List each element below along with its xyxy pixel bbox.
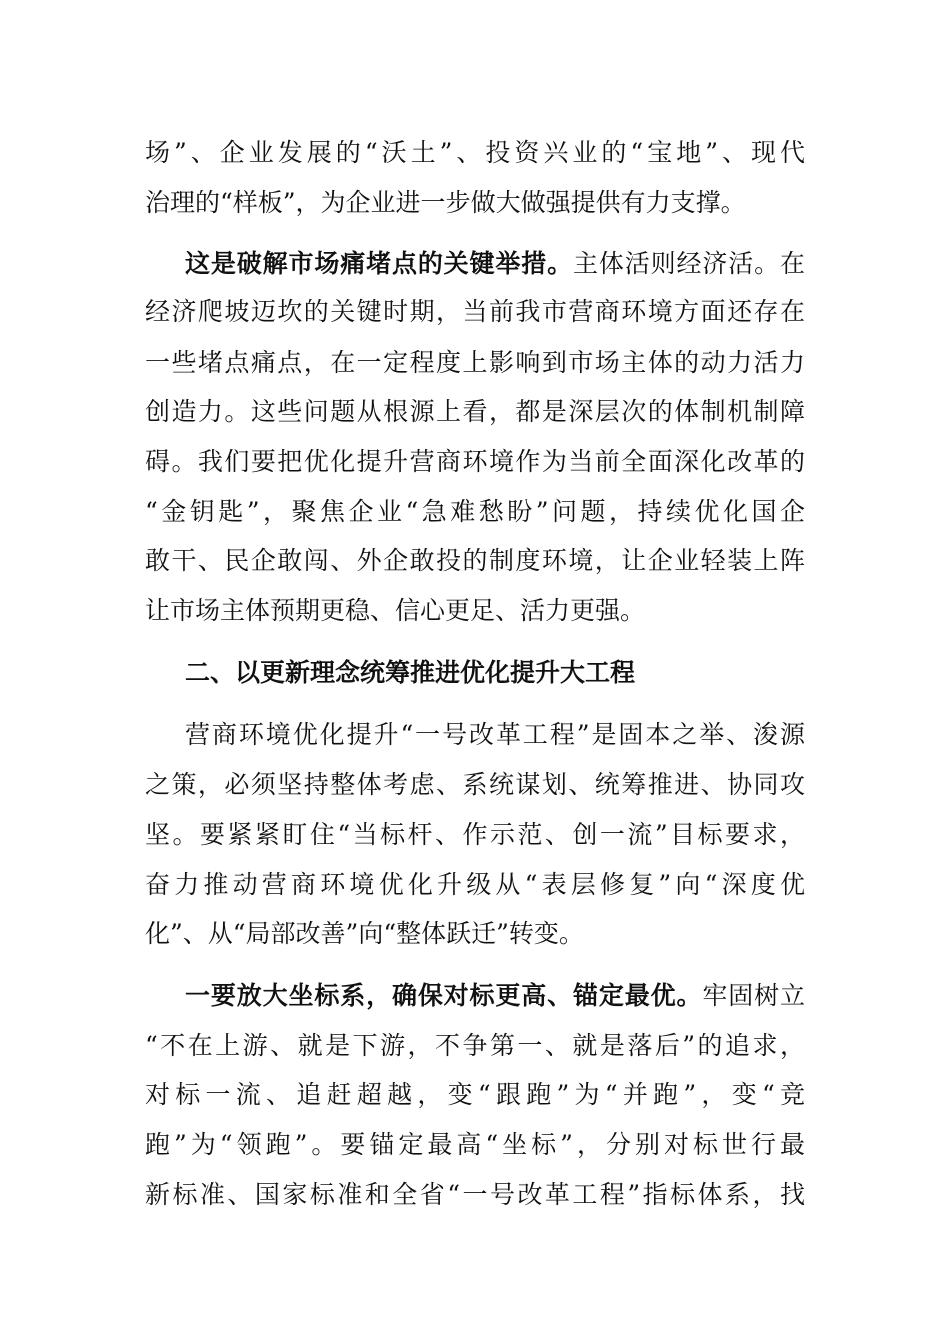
paragraph-line: 创造力。这些问题从根源上看，都是深层次的体制机制障 [145, 397, 805, 426]
paragraph-text: 牢固树立 [702, 981, 805, 1010]
paragraph-line: 坚。要紧紧盯住“当标杆、作示范、创一流”目标要求， [145, 820, 805, 849]
paragraph-line: 对标一流、追赶超越，变“跟跑”为“并跑”，变“竞 [145, 1080, 805, 1109]
paragraph-line: 跑”为“领跑”。要锚定最高“坐标”，分别对标世行最 [145, 1130, 805, 1159]
paragraph-line: 敢干、民企敢闯、外企敢投的制度环境，让企业轻装上阵 [145, 546, 805, 575]
paragraph-line: 治理的“样板”，为企业进一步做大做强提供有力支撑。 [145, 188, 746, 217]
paragraph-line: 让市场主体预期更稳、信心更足、活力更强。 [145, 596, 646, 625]
paragraph-first-line [185, 976, 805, 1016]
bold-lead-sentence: 这是破解市场痛堵点的关键举措。 [185, 249, 574, 278]
bold-lead-sentence: 一要放大坐标系，确保对标更高、锚定最优。 [185, 981, 703, 1010]
paragraph-line: 场”、企业发展的“沃土”、投资兴业的“宝地”、现代 [145, 138, 805, 167]
paragraph-text: 主体活则经济活。在 [573, 249, 805, 278]
paragraph-line: 经济爬坡迈坎的关键时期，当前我市营商环境方面还存在 [145, 297, 805, 326]
paragraph-line: “金钥匙”，聚焦企业“急难愁盼”问题，持续优化国企 [145, 497, 805, 526]
paragraph-first-line: 营商环境优化提升“一号改革工程”是固本之举、浚源 [185, 720, 805, 749]
section-heading: 二、以更新理念统筹推进优化提升大工程 [185, 658, 636, 687]
paragraph-line: 之策，必须坚持整体考虑、系统谋划、统筹推进、协同攻 [145, 770, 805, 799]
paragraph-line: 一些堵点痛点，在一定程度上影响到市场主体的动力活力 [145, 348, 805, 377]
paragraph-line: 化”、从“局部改善”向“整体跃迁”转变。 [145, 919, 584, 948]
paragraph-first-line [185, 244, 805, 284]
paragraph-line: 新标准、国家标准和全省“一号改革工程”指标体系，找 [145, 1180, 805, 1209]
paragraph-line: 奋力推动营商环境优化升级从“表层修复”向“深度优 [145, 870, 805, 899]
paragraph-line: “不在上游、就是下游，不争第一、就是落后”的追求， [145, 1031, 805, 1060]
paragraph-line: 碍。我们要把优化提升营商环境作为当前全面深化改革的 [145, 447, 805, 476]
